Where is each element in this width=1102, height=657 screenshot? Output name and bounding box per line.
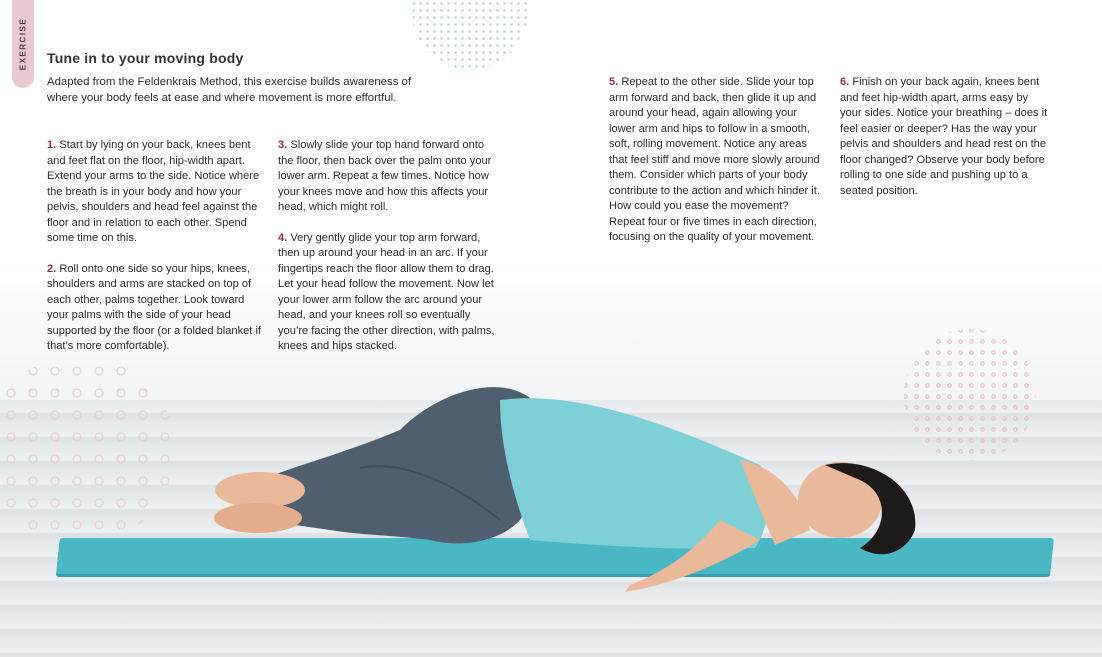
step-number: 1. — [47, 139, 57, 151]
step-2 — [47, 262, 262, 355]
step-number: 2. — [47, 262, 57, 275]
step-number: 4. — [278, 231, 288, 244]
page-title: Tune in to your moving body — [47, 50, 244, 66]
step-text: Slowly slide your top hand forward onto the floor, then back over the palm onto your lower arm. Repeat a few times. Notice how your knees move and how this affects your head, which might roll. — [278, 139, 492, 213]
step-text: Start by lying on your back, knees bent and feet flat on the floor, hip-width apart. Extend your arms to the side. Notice where the breath is in your body and how your pelvis, shoulders and head feel against the floor and in relation to each other. Spend some time on this. — [47, 139, 260, 244]
step-text: Repeat to the other side. Slide your top arm forward and back, then glide it up and around your head, again allowing your lower arm and hips to follow in a smooth, soft, rolling movement. Notice any areas that feel stiff and move more slowly around them. Consider which parts of your body contribute to the action and which hinder it. How could you ease the movement? Repeat four or five times in each direction, focusing on the quality of your movement. — [609, 76, 820, 243]
column-1 — [47, 138, 262, 370]
step-5 — [609, 75, 821, 246]
step-6 — [840, 75, 1052, 199]
step-3 — [278, 138, 496, 216]
step-1 — [47, 138, 262, 247]
column-2 — [278, 138, 496, 370]
column-4 — [840, 75, 1052, 214]
step-text: Finish on your back again, knees bent and feet hip-width apart, arms easy by your sides. Notice your breathing – does it feel easier or deeper? Has the way your pelvis and shoulders and head rest on the floor changed? Observe your body before rolling to one side and pushing up to a seated position. — [840, 76, 1048, 197]
step-text: Very gently glide your top arm forward, then up around your head in an arc. If your fingertips reach the floor allow them to drag. Let your head follow the movement. Now let your lower arm follow the arc around your head, and your knees roll so eventually you’re facing the other direction, with palms, knees and hips stacked. — [278, 231, 495, 352]
woman-lying-on-side-illustration — [200, 370, 930, 610]
decorative-dots-left — [0, 360, 200, 540]
step-4 — [278, 231, 496, 355]
step-number: 5. — [609, 76, 619, 88]
decorative-dots-top — [410, 0, 530, 72]
intro-paragraph: Adapted from the Feldenkrais Method, this exercise builds awareness of where your body feels at ease and where movement is more effortful. — [47, 76, 412, 104]
section-tab — [12, 0, 34, 88]
step-number: 3. — [278, 139, 288, 151]
step-number: 6. — [840, 76, 850, 88]
step-text: Roll onto one side so your hips, knees, shoulders and arms are stacked on top of each other, palms together. Look toward your palms with the side of your head supported by the floor (or a folded blanket if that’s more comfortable). — [47, 262, 261, 352]
section-tab-label: EXERCISE — [18, 17, 28, 71]
column-3 — [609, 75, 821, 261]
